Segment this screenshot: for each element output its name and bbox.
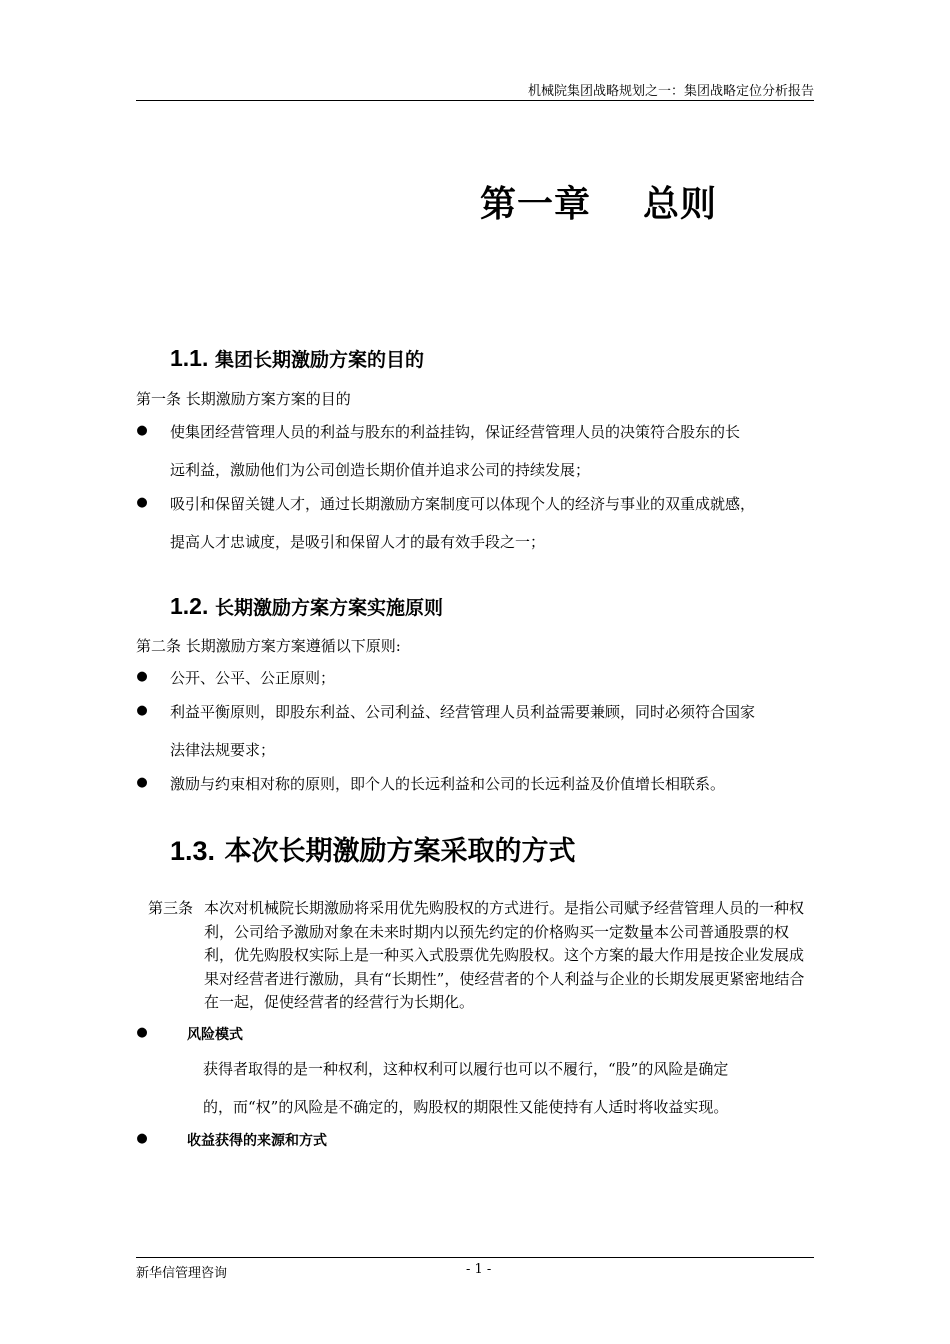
footer-divider [136, 1257, 814, 1258]
section-heading-1-2 [170, 593, 443, 620]
bullet-2-3: 激励与约束相对称的原则，即个人的长远利益和公司的长远利益及价值增长相联系。 [170, 775, 726, 793]
bullet-dot: ● [136, 703, 148, 718]
bullet-dot: ● [136, 669, 148, 684]
article-3 [148, 897, 818, 1015]
chapter-name: 总则 [643, 184, 718, 225]
article-3-label: 第三条 [148, 899, 194, 917]
section-number: 1.2. [170, 593, 209, 619]
sub-item-risk-mode: 风险模式 [187, 1027, 243, 1043]
bullet-2-2-line-1: 利益平衡原则，即股东利益、公司利益、经营管理人员利益需要兼顾，同时必须符合国家 [170, 703, 756, 721]
section-heading-1-3 [170, 829, 575, 868]
section-title: 集团长期激励方案的目的 [215, 349, 425, 371]
bullet-1-1-line-1: 使集团经营管理人员的利益与股东的利益挂钩，保证经营管理人员的决策符合股东的长 [170, 423, 741, 441]
bullet-dot: ● [136, 775, 148, 790]
footer-company: 新华信管理咨询 [136, 1266, 228, 1281]
bullet-1-1-line-2: 远利益，激励他们为公司创造长期价值并追求公司的持续发展； [170, 461, 591, 479]
chapter-title [480, 176, 717, 227]
section-heading-1-1 [170, 345, 424, 372]
running-header: 机械院集团战略规划之一：集团战略定位分析报告 [527, 84, 814, 99]
bullet-dot: ● [136, 1025, 148, 1040]
bullet-dot: ● [136, 1131, 148, 1146]
article-2: 第二条 长期激励方案方案遵循以下原则: [136, 637, 401, 655]
risk-mode-line-2: 的，而“权”的风险是不确定的，购股权的期限性又能使持有人适时将收益实现。 [203, 1098, 729, 1116]
bullet-2-1: 公开、公平、公正原则； [170, 669, 336, 687]
bullet-dot: ● [136, 495, 148, 510]
bullet-2-2-line-2: 法律法规要求； [170, 741, 276, 759]
bullet-1-2-line-1: 吸引和保留关键人才，通过长期激励方案制度可以体现个人的经济与事业的双重成就感， [170, 495, 756, 513]
sub-item-income-source: 收益获得的来源和方式 [187, 1133, 327, 1149]
page-number: - 1 - [466, 1262, 492, 1277]
article-1: 第一条 长期激励方案方案的目的 [136, 390, 351, 408]
section-title: 长期激励方案方案实施原则 [215, 597, 444, 619]
section-number: 1.1. [170, 345, 209, 371]
section-number: 1.3. [170, 836, 216, 866]
header-divider [136, 100, 814, 101]
section-title: 本次长期激励方案采取的方式 [224, 836, 576, 867]
article-3-body: 本次对机械院长期激励将采用优先购股权的方式进行。是指公司赋予经营管理人员的一种权利，公司给予激励对象在未来时期内以预先约定的价格购买一定数量本公司普通股票的权利，优先购股权实际上是一种买入式股票优先购股权。这个方案的最大作用是按企业发展成果对经营者进行激励，具有“长期性”，使经营者的个人利益与企业的长期发展更紧密地结合在一起，促使经营者的经营行为长期化。 [204, 899, 805, 1011]
risk-mode-line-1: 获得者取得的是一种权利，这种权利可以履行也可以不履行，“股”的风险是确定 [203, 1060, 729, 1078]
bullet-dot: ● [136, 423, 148, 438]
chapter-number: 第一章 [480, 184, 592, 225]
bullet-1-2-line-2: 提高人才忠诚度，是吸引和保留人才的最有效手段之一； [170, 533, 546, 551]
